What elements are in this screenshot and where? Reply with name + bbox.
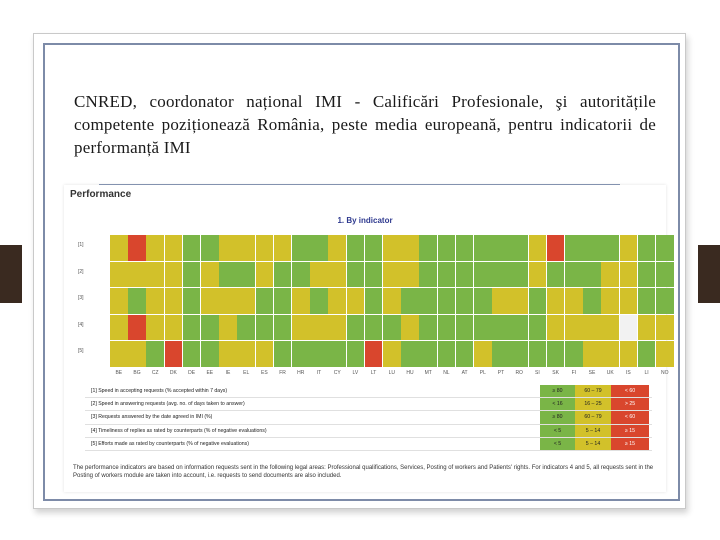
heatmap-cell[interactable] [601, 341, 619, 367]
row-label: [4] [78, 321, 84, 328]
heatmap-cell[interactable] [419, 288, 437, 314]
heatmap-cell[interactable] [565, 262, 583, 288]
legend-label: [2] Speed in answering requests (avg. no. of days taken to answer) [91, 401, 245, 408]
heatmap-cell[interactable] [292, 315, 310, 341]
heatmap-cell[interactable] [401, 315, 419, 341]
heatmap-cell[interactable] [183, 341, 201, 367]
heatmap-cell[interactable] [292, 235, 310, 261]
heatmap-cell[interactable] [237, 315, 255, 341]
heatmap-cell[interactable] [365, 288, 383, 314]
heatmap-cell[interactable] [183, 315, 201, 341]
heatmap-cell[interactable] [110, 288, 128, 314]
heatmap-cell[interactable] [510, 235, 528, 261]
heatmap-cell[interactable] [510, 341, 528, 367]
heatmap-cell[interactable] [201, 315, 219, 341]
legend-threshold-good: < 5 [540, 438, 575, 450]
heatmap-cell[interactable] [419, 262, 437, 288]
legend-threshold-good: ≥ 80 [540, 385, 575, 397]
country-label: SE [588, 370, 596, 376]
heatmap-cell[interactable] [492, 235, 510, 261]
country-label: CZ [151, 370, 159, 376]
heatmap-cell[interactable] [110, 235, 128, 261]
heatmap-cell[interactable] [401, 288, 419, 314]
legend-threshold-mid: 5 – 14 [575, 438, 611, 450]
heatmap-cell[interactable] [620, 235, 638, 261]
legend-threshold-mid: 16 – 25 [575, 398, 611, 410]
heatmap-cell[interactable] [638, 235, 656, 261]
heatmap-cell[interactable] [529, 341, 547, 367]
country-label: LI [644, 370, 649, 376]
heatmap-cell[interactable] [583, 235, 601, 261]
heatmap-cell[interactable] [110, 262, 128, 288]
legend-threshold-bad: ≥ 15 [611, 438, 649, 450]
heatmap-cell[interactable] [529, 235, 547, 261]
heatmap-cell[interactable] [419, 341, 437, 367]
heatmap-cell[interactable] [347, 315, 365, 341]
heatmap-cell[interactable] [438, 235, 456, 261]
heatmap-cell[interactable] [510, 288, 528, 314]
heatmap-cell[interactable] [328, 288, 346, 314]
country-label: IS [626, 370, 631, 376]
heatmap-cell[interactable] [347, 341, 365, 367]
legend-row [85, 385, 652, 398]
heatmap-cell[interactable] [347, 288, 365, 314]
country-label: DK [169, 370, 177, 376]
heatmap-cell[interactable] [237, 262, 255, 288]
heatmap-cell[interactable] [292, 341, 310, 367]
heatmap-cell[interactable] [601, 262, 619, 288]
country-label: HU [406, 370, 414, 376]
heatmap-cell[interactable] [620, 315, 638, 341]
heatmap-cell[interactable] [492, 288, 510, 314]
legend-threshold-good: ≥ 80 [540, 411, 575, 423]
heatmap-cell[interactable] [310, 235, 328, 261]
country-label: FR [279, 370, 286, 376]
legend-threshold-bad: ≥ 15 [611, 425, 649, 437]
country-label: ES [261, 370, 268, 376]
country-label: IT [316, 370, 322, 376]
heatmap-cell[interactable] [419, 315, 437, 341]
heatmap-cell[interactable] [328, 235, 346, 261]
heatmap-cell[interactable] [383, 288, 401, 314]
heatmap-cell[interactable] [310, 288, 328, 314]
heatmap-cell[interactable] [638, 315, 656, 341]
heatmap-cell[interactable] [237, 288, 255, 314]
heatmap-cell[interactable] [146, 288, 164, 314]
heatmap-cell[interactable] [583, 288, 601, 314]
country-label: NO [661, 370, 669, 376]
country-label: SK [552, 370, 559, 376]
heatmap-cell[interactable] [638, 262, 656, 288]
heatmap-cell[interactable] [365, 235, 383, 261]
country-label: BE [115, 370, 123, 376]
country-label: LU [388, 370, 395, 376]
row-label: [2] [78, 268, 84, 275]
heatmap-cell[interactable] [146, 315, 164, 341]
heatmap-cell[interactable] [328, 341, 346, 367]
heatmap-cell[interactable] [347, 262, 365, 288]
heatmap-cell[interactable] [128, 341, 146, 367]
heatmap-cell[interactable] [110, 341, 128, 367]
heatmap-cell[interactable] [456, 315, 474, 341]
heatmap-cell[interactable] [256, 262, 274, 288]
country-label: SI [535, 370, 540, 376]
heatmap-cell[interactable] [383, 235, 401, 261]
heatmap-cell[interactable] [438, 262, 456, 288]
heatmap-cell[interactable] [474, 262, 492, 288]
heatmap-cell[interactable] [274, 235, 292, 261]
heatmap-cell[interactable] [583, 315, 601, 341]
heatmap-cell[interactable] [183, 262, 201, 288]
left-tab-marker [0, 245, 22, 303]
country-label: BG [133, 370, 141, 376]
heatmap-cell[interactable] [256, 341, 274, 367]
heatmap-cell[interactable] [128, 315, 146, 341]
heatmap-cell[interactable] [128, 262, 146, 288]
legend-label: [4] Timeliness of replies as rated by counterparts (% of negative evaluations) [91, 427, 267, 434]
heatmap-cell[interactable] [201, 288, 219, 314]
country-label: IE [225, 370, 231, 376]
heatmap-cell[interactable] [219, 235, 237, 261]
legend-threshold-mid: 60 – 79 [575, 411, 611, 423]
legend-row [85, 438, 652, 451]
legend-threshold-good: < 5 [540, 425, 575, 437]
country-label: NL [443, 370, 450, 376]
heatmap-cell[interactable] [310, 341, 328, 367]
country-label: HR [297, 370, 305, 376]
heatmap-cell[interactable] [601, 288, 619, 314]
heatmap-cell[interactable] [565, 315, 583, 341]
heatmap-cell[interactable] [165, 315, 183, 341]
country-label: UK [606, 370, 614, 376]
heatmap-cell[interactable] [183, 235, 201, 261]
country-label: AT [461, 370, 468, 376]
heatmap-cell[interactable] [292, 262, 310, 288]
heatmap-cell[interactable] [146, 341, 164, 367]
row-label: [5] [78, 348, 84, 354]
heatmap-cell[interactable] [383, 262, 401, 288]
legend-threshold-bad: > 25 [611, 398, 649, 410]
country-label: PL [479, 370, 486, 376]
heatmap-cell[interactable] [237, 341, 255, 367]
heatmap-cell[interactable] [474, 341, 492, 367]
heatmap-cell[interactable] [656, 235, 674, 261]
heatmap-cell[interactable] [365, 341, 383, 367]
legend-threshold-mid: 60 – 79 [575, 385, 611, 397]
heatmap-cell[interactable] [128, 235, 146, 261]
heatmap-cell[interactable] [656, 288, 674, 314]
indicator-legend [85, 385, 652, 451]
performance-note: The performance indicators are based on information requests sent in the following legal areas: Professional qualifications, Services, Posting of workers and Patients' rights. For indicators 4 and 5, all requests sent in the Posting of workers module are taken into account, i.e. requests to send documents are also included. [73, 465, 654, 480]
legend-threshold-mid: 5 – 14 [575, 425, 611, 437]
heatmap-cell[interactable] [383, 315, 401, 341]
heatmap-cell[interactable] [219, 288, 237, 314]
heatmap-cell[interactable] [438, 341, 456, 367]
country-label: EL [243, 370, 250, 376]
country-label: MT [424, 370, 432, 376]
heatmap-cell[interactable] [328, 315, 346, 341]
performance-heading: Performance [70, 189, 132, 200]
heatmap-cell[interactable] [401, 341, 419, 367]
heatmap-cell[interactable] [565, 341, 583, 367]
heatmap-cell[interactable] [492, 341, 510, 367]
heatmap-cell[interactable] [547, 262, 565, 288]
heatmap-cell[interactable] [620, 262, 638, 288]
country-label: LV [352, 370, 359, 376]
legend-label: [3] Requests answered by the date agreed in IMI (%) [91, 414, 213, 421]
heatmap-cell[interactable] [565, 288, 583, 314]
heatmap-cell[interactable] [474, 288, 492, 314]
country-label: EE [206, 370, 214, 376]
right-tab-marker [698, 245, 720, 303]
heatmap-cell[interactable] [110, 315, 128, 341]
legend-row [85, 411, 652, 424]
heatmap-cell[interactable] [638, 341, 656, 367]
heatmap-cell[interactable] [474, 315, 492, 341]
heatmap-cell[interactable] [529, 288, 547, 314]
country-label: FI [571, 370, 577, 376]
performance-panel [64, 185, 669, 492]
heatmap-cell[interactable] [146, 262, 164, 288]
heatmap-cell[interactable] [274, 341, 292, 367]
heatmap-cell[interactable] [547, 341, 565, 367]
heatmap-cell[interactable] [274, 262, 292, 288]
heatmap-cell[interactable] [347, 235, 365, 261]
heatmap-cell[interactable] [456, 341, 474, 367]
heatmap-cell[interactable] [401, 262, 419, 288]
legend-threshold-bad: < 60 [611, 385, 649, 397]
heatmap-cell[interactable] [219, 262, 237, 288]
country-label: RO [515, 370, 523, 376]
heatmap-cell[interactable] [656, 315, 674, 341]
heatmap-cell[interactable] [529, 262, 547, 288]
heatmap-cell[interactable] [365, 262, 383, 288]
heatmap-cell[interactable] [383, 341, 401, 367]
heatmap-cell[interactable] [165, 341, 183, 367]
heatmap-cell[interactable] [146, 235, 164, 261]
heatmap-cell[interactable] [274, 288, 292, 314]
legend-label: [1] Speed in accepting requests (% accepted within 7 days) [91, 388, 228, 394]
heatmap-cell[interactable] [165, 288, 183, 314]
heatmap-cell[interactable] [419, 235, 437, 261]
heatmap-cell[interactable] [456, 235, 474, 261]
legend-row [85, 398, 652, 411]
heatmap-cell[interactable] [219, 315, 237, 341]
heatmap-cell[interactable] [256, 235, 274, 261]
indicator-heatmap [70, 230, 669, 376]
heatmap-cell[interactable] [292, 288, 310, 314]
legend-threshold-good: < 16 [540, 398, 575, 410]
heatmap-cell[interactable] [601, 235, 619, 261]
country-label: LT [370, 370, 377, 376]
heatmap-cell[interactable] [201, 262, 219, 288]
country-label: CY [333, 370, 341, 376]
heatmap-cell[interactable] [583, 341, 601, 367]
row-label: [3] [78, 295, 84, 301]
heatmap-cell[interactable] [474, 235, 492, 261]
heatmap-cell[interactable] [274, 315, 292, 341]
slide-title: CNRED, coordonator național IMI - Calificări Profesionale, şi autoritățile competente poziționează România, peste media europeană, pentru indicatorii de performanță IMI [74, 92, 656, 157]
heatmap-cell[interactable] [656, 262, 674, 288]
heatmap-cell[interactable] [219, 341, 237, 367]
heatmap-cell[interactable] [310, 262, 328, 288]
heatmap-cell[interactable] [510, 262, 528, 288]
heatmap-cell[interactable] [547, 315, 565, 341]
heatmap-cell[interactable] [583, 262, 601, 288]
country-label: DE [188, 370, 196, 376]
legend-row [85, 425, 652, 438]
country-label: PT [497, 370, 505, 376]
heatmap-cell[interactable] [256, 288, 274, 314]
heatmap-cell[interactable] [165, 235, 183, 261]
legend-threshold-bad: < 60 [611, 411, 649, 423]
performance-subheading: 1. By indicator [337, 216, 393, 225]
heatmap-cell[interactable] [529, 315, 547, 341]
heatmap-cell[interactable] [620, 341, 638, 367]
heatmap-cell[interactable] [128, 288, 146, 314]
heatmap-cell[interactable] [656, 341, 674, 367]
heatmap-cell[interactable] [456, 288, 474, 314]
heatmap-cell[interactable] [492, 262, 510, 288]
heatmap-cell[interactable] [201, 235, 219, 261]
heatmap-cell[interactable] [620, 288, 638, 314]
heatmap-cell[interactable] [365, 315, 383, 341]
heatmap-cell[interactable] [165, 262, 183, 288]
heatmap-cell[interactable] [237, 235, 255, 261]
heatmap-cell[interactable] [183, 288, 201, 314]
heatmap-cell[interactable] [438, 315, 456, 341]
legend-label: [5] Efforts made as rated by counterparts (% of negative evaluations) [91, 440, 249, 447]
heatmap-cell[interactable] [565, 235, 583, 261]
heatmap-cell[interactable] [510, 315, 528, 341]
heatmap-cell[interactable] [547, 288, 565, 314]
heatmap-cell[interactable] [438, 288, 456, 314]
heatmap-cell[interactable] [638, 288, 656, 314]
heatmap-cell[interactable] [201, 341, 219, 367]
heatmap-cell[interactable] [456, 262, 474, 288]
heatmap-cell[interactable] [256, 315, 274, 341]
heatmap-cell[interactable] [492, 315, 510, 341]
heatmap-cell[interactable] [601, 315, 619, 341]
heatmap-cell[interactable] [547, 235, 565, 261]
heatmap-cell[interactable] [401, 235, 419, 261]
heatmap-cell[interactable] [328, 262, 346, 288]
row-label: [1] [78, 242, 84, 248]
heatmap-cell[interactable] [310, 315, 328, 341]
